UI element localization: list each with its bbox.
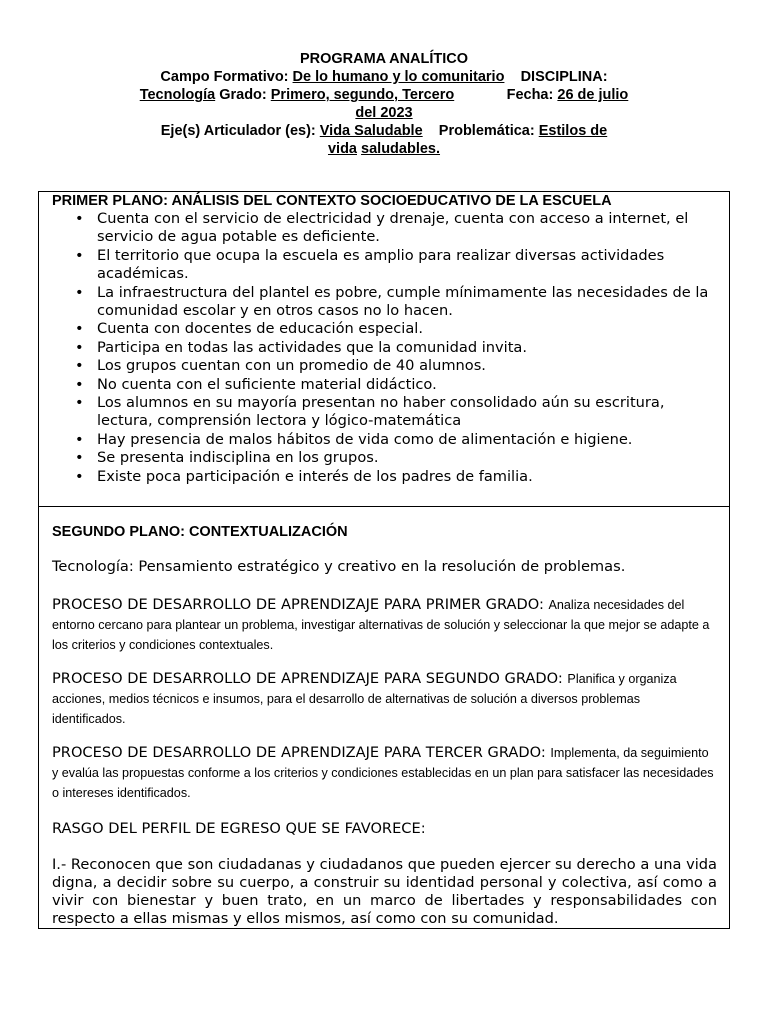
list-item: • Existe poca participación e interés de los padres de familia. bbox=[97, 468, 717, 486]
segundo-plano-title: SEGUNDO PLANO: CONTEXTUALIZACIÓN bbox=[52, 524, 348, 540]
primer-plano-title: PRIMER PLANO: ANÁLISIS DEL CONTEXTO SOCIOEDUCATIVO DE LA ESCUELA bbox=[52, 193, 612, 209]
eje-value: Vida Saludable bbox=[319, 123, 423, 139]
proceso-segundo-grado bbox=[52, 669, 717, 729]
document-header bbox=[0, 50, 768, 158]
fecha-label: Fecha: bbox=[506, 87, 554, 103]
proceso-label: PROCESO DE DESARROLLO DE APRENDIZAJE PARA TERCER GRADO: bbox=[52, 744, 546, 761]
list-item: • No cuenta con el suficiente material didáctico. bbox=[97, 376, 717, 394]
fecha-value: 26 de julio bbox=[557, 87, 629, 103]
disciplina-value: Tecnología bbox=[139, 87, 216, 103]
context-list bbox=[39, 210, 731, 486]
problematica-value-cont: vida bbox=[327, 141, 357, 157]
grado-label: Grado: bbox=[219, 87, 267, 103]
primer-plano-section bbox=[38, 191, 730, 507]
problematica-value: Estilos de bbox=[538, 123, 608, 139]
campo-value: De lo humano y lo comunitario bbox=[292, 69, 505, 85]
list-item: • Los grupos cuentan con un promedio de 40 alumnos. bbox=[97, 357, 717, 375]
grado-value: Primero, segundo, Tercero bbox=[270, 87, 455, 103]
campo-label: Campo Formativo: bbox=[160, 69, 289, 85]
proceso-text: Analiza necesidades del entorno cercano para plantear un problema, investigar alternativas de solución y seleccionar la que mejor se adapte a los criterios y condiciones contextuales. bbox=[52, 598, 710, 652]
problematica-value-end: saludables. bbox=[361, 141, 441, 157]
proceso-label: PROCESO DE DESARROLLO DE APRENDIZAJE PARA SEGUNDO GRADO: bbox=[52, 670, 563, 687]
rasgo-text: I.- Reconocen que son ciudadanas y ciudadanos que pueden ejercer su derecho a una vida digna, a decidir sobre su cuerpo, a construir su identidad personal y colectiva, así como a vivir con bienestar y buen trato, en un marco de libertades y responsabilidades con respecto a ellas mismas y ellos mismos, así como con su comunidad. bbox=[52, 856, 717, 927]
proceso-tercer-grado bbox=[52, 743, 717, 803]
proceso-primer-grado bbox=[52, 595, 717, 655]
proceso-text: Planifica y organiza acciones, medios técnicos e insumos, para el desarrollo de alternativas de solución a diversos problemas identificados. bbox=[52, 672, 677, 726]
list-item: • Los alumnos en su mayoría presentan no haber consolidado aún su escritura, lectura, comprensión lectora y lógico-matemática bbox=[97, 394, 717, 431]
tecnologia-statement: Tecnología: Pensamiento estratégico y creativo en la resolución de problemas. bbox=[52, 558, 626, 575]
proceso-text: Implementa, da seguimiento y evalúa las propuestas conforme a los criterios y condiciones establecidas en un plan para satisfacer las necesidades o intereses identificados. bbox=[52, 746, 714, 800]
header-line-fecha-cont bbox=[0, 104, 768, 122]
eje-label: Eje(s) Articulador (es): bbox=[160, 123, 316, 139]
segundo-plano-section bbox=[38, 506, 730, 929]
list-item: • Se presenta indisciplina en los grupos. bbox=[97, 449, 717, 467]
disciplina-label: DISCIPLINA: bbox=[520, 69, 608, 85]
header-line-campo bbox=[0, 68, 768, 86]
fecha-value-cont: del 2023 bbox=[355, 105, 413, 121]
list-item: • La infraestructura del plantel es pobre, cumple mínimamente las necesidades de la comunidad escolar y en otros casos no lo hacen. bbox=[97, 284, 717, 321]
problematica-label: Problemática: bbox=[438, 123, 535, 139]
header-line-problematica-cont bbox=[0, 140, 768, 158]
document-title: PROGRAMA ANALÍTICO bbox=[299, 51, 469, 67]
list-item: • Hay presencia de malos hábitos de vida como de alimentación e higiene. bbox=[97, 431, 717, 449]
list-item: • Cuenta con docentes de educación especial. bbox=[97, 320, 717, 338]
list-item: • Participa en todas las actividades que la comunidad invita. bbox=[97, 339, 717, 357]
rasgo-title: RASGO DEL PERFIL DE EGRESO QUE SE FAVORECE: bbox=[52, 820, 426, 837]
proceso-label: PROCESO DE DESARROLLO DE APRENDIZAJE PARA PRIMER GRADO: bbox=[52, 596, 544, 613]
header-line-grado bbox=[0, 86, 768, 104]
list-item: • El territorio que ocupa la escuela es amplio para realizar diversas actividades académicas. bbox=[97, 247, 717, 284]
list-item: • Cuenta con el servicio de electricidad y drenaje, cuenta con acceso a internet, el servicio de agua potable es deficiente. bbox=[97, 210, 717, 247]
header-line-eje bbox=[0, 122, 768, 140]
